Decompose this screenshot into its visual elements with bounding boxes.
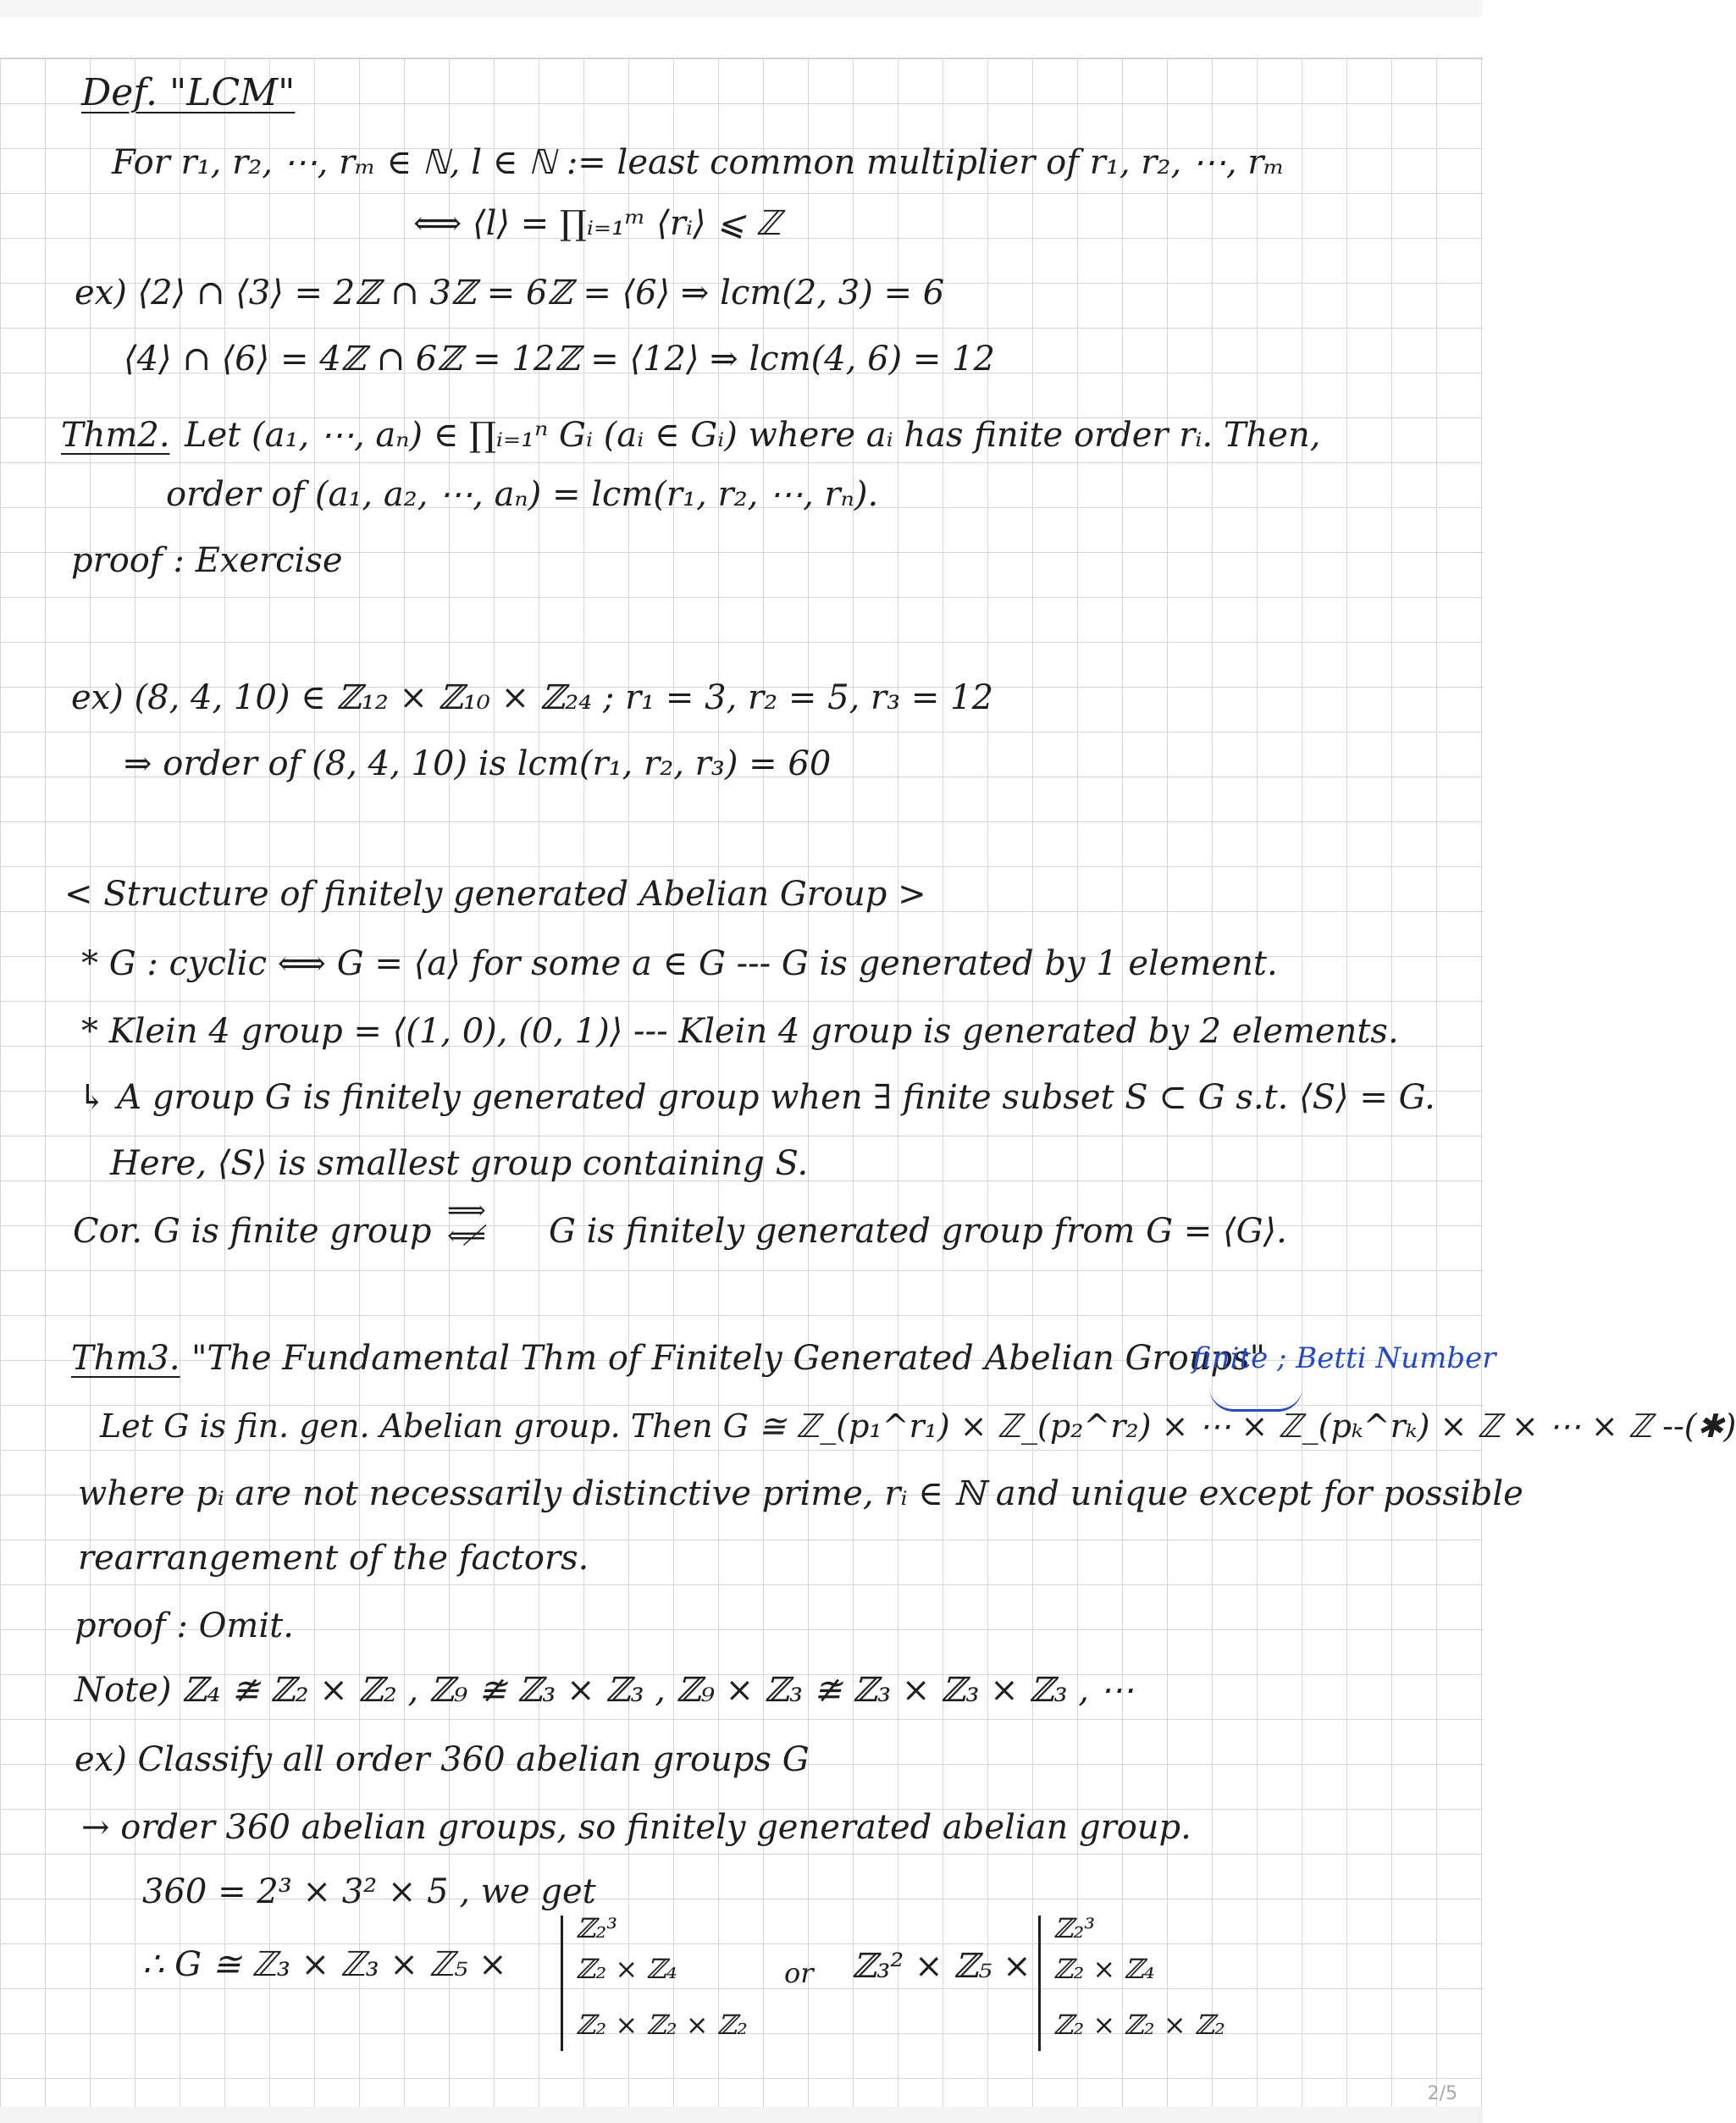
structure-heading: < Structure of finitely generated Abelian Group > xyxy=(64,875,926,914)
thm3-label: Thm3. xyxy=(71,1339,180,1378)
thm2-line-2: order of (a₁, a₂, ⋯, aₙ) = lcm(r₁, r₂, ⋯, rₙ). xyxy=(166,475,879,514)
thm3-line-3: rearrangement of the factors. xyxy=(78,1539,589,1578)
options-2-brace xyxy=(1038,1916,1046,2051)
thm3-example-4: ∴ G ≅ ℤ₃ × ℤ₃ × ℤ₅ × xyxy=(142,1945,507,1984)
thm3-line-2: where pᵢ are not necessarily distinctive prime, rᵢ ∈ ℕ and unique except for possible xyxy=(78,1474,1523,1513)
structure-bullet-2: * Klein 4 group = ⟨(1, 0), (0, 1)⟩ --- Klein 4 group is generated by 2 elements. xyxy=(81,1012,1399,1051)
page-number: 2/5 xyxy=(1427,2083,1457,2104)
option-2-b: ℤ₂ × ℤ₄ xyxy=(1053,1953,1155,1985)
thm2-proof: proof : Exercise xyxy=(71,541,343,580)
top-bar xyxy=(0,0,1483,17)
def-line-1: For r₁, r₂, ⋯, rₘ ∈ ℕ, l ∈ ℕ := least common multiplier of r₁, r₂, ⋯, rₘ xyxy=(112,143,1285,182)
thm3-line-1: Let G is fin. gen. Abelian group. Then G ≅ ℤ_(p₁^r₁) × ℤ_(p₂^r₂) × ⋯ × ℤ_(pₖ^rₖ) × ℤ × ⋯ × ℤ --(✱) xyxy=(100,1407,1736,1445)
thm3-example-3: 360 = 2³ × 3² × 5 , we get xyxy=(142,1872,596,1911)
option-1-b: ℤ₂ × ℤ₄ xyxy=(576,1953,677,1985)
def-title: Def. "LCM" xyxy=(81,71,296,114)
thm3-proof: proof : Omit. xyxy=(75,1606,294,1645)
thm2-example-2: ⇒ order of (8, 4, 10) is lcm(r₁, r₂, r₃) = 60 xyxy=(124,744,832,783)
structure-bullet-1: * G : cyclic ⟺ G = ⟨a⟩ for some a ∈ G --- G is generated by 1 element. xyxy=(81,944,1278,983)
option-1-a: ℤ₂³ xyxy=(576,1912,618,1944)
bottom-bar xyxy=(0,2107,1483,2123)
thm3-note: Note) ℤ₄ ≇ ℤ₂ × ℤ₂ , ℤ₉ ≇ ℤ₃ × ℤ₃ , ℤ₉ × ℤ₃ ≇ ℤ₃ × ℤ₃ × ℤ₃ , ⋯ xyxy=(75,1671,1134,1710)
or-word: or xyxy=(784,1957,814,1989)
corollary-left: Cor. G is finite group xyxy=(73,1212,432,1251)
thm2-example-1: ex) (8, 4, 10) ∈ ℤ₁₂ × ℤ₁₀ × ℤ₂₄ ; r₁ = 3, r₂ = 5, r₃ = 12 xyxy=(71,678,994,717)
option-2-a: ℤ₂³ xyxy=(1053,1912,1096,1944)
structure-bullet-3: ↳ A group G is finitely generated group when ∃ finite subset S ⊂ G s.t. ⟨S⟩ = G. xyxy=(78,1078,1435,1117)
thm3-example: ex) Classify all order 360 abelian groups G xyxy=(75,1740,810,1779)
option-1-c: ℤ₂ × ℤ₂ × ℤ₂ xyxy=(576,2009,748,2041)
thm2-line-1: Let (a₁, ⋯, aₙ) ∈ ∏ᵢ₌₁ⁿ Gᵢ (aᵢ ∈ Gᵢ) where aᵢ has finite order rᵢ. Then, xyxy=(185,416,1321,455)
thm2-label: Thm2. xyxy=(61,416,170,455)
thm3-example-5: ℤ₃² × ℤ₅ × xyxy=(852,1947,1031,1986)
def-line-2: ⟺ ⟨l⟩ = ∏ᵢ₌₁ᵐ ⟨rᵢ⟩ ⩽ ℤ xyxy=(413,204,782,243)
corollary-arrow-forward: ⟹ xyxy=(447,1194,486,1226)
thm3-example-2: → order 360 abelian groups, so finitely generated abelian group. xyxy=(81,1808,1191,1847)
corollary-right: G is finitely generated group from G = ⟨G⟩. xyxy=(549,1212,1287,1251)
def-example-2: ⟨4⟩ ∩ ⟨6⟩ = 4ℤ ∩ 6ℤ = 12ℤ = ⟨12⟩ ⇒ lcm(4, 6) = 12 xyxy=(124,340,996,379)
def-example-1: ex) ⟨2⟩ ∩ ⟨3⟩ = 2ℤ ∩ 3ℤ = 6ℤ = ⟨6⟩ ⇒ lcm(2, 3) = 6 xyxy=(75,274,945,312)
thm3-title: "The Fundamental Thm of Finitely Generated Abelian Groups" xyxy=(191,1339,1266,1378)
options-1-brace xyxy=(561,1916,568,2051)
option-2-c: ℤ₂ × ℤ₂ × ℤ₂ xyxy=(1053,2009,1225,2041)
structure-bullet-4: Here, ⟨S⟩ is smallest group containing S. xyxy=(110,1144,809,1183)
betti-note: finite ; Betti Number xyxy=(1192,1341,1496,1375)
corollary-arrow-backward-crossed: ⟸̸ xyxy=(447,1219,486,1252)
